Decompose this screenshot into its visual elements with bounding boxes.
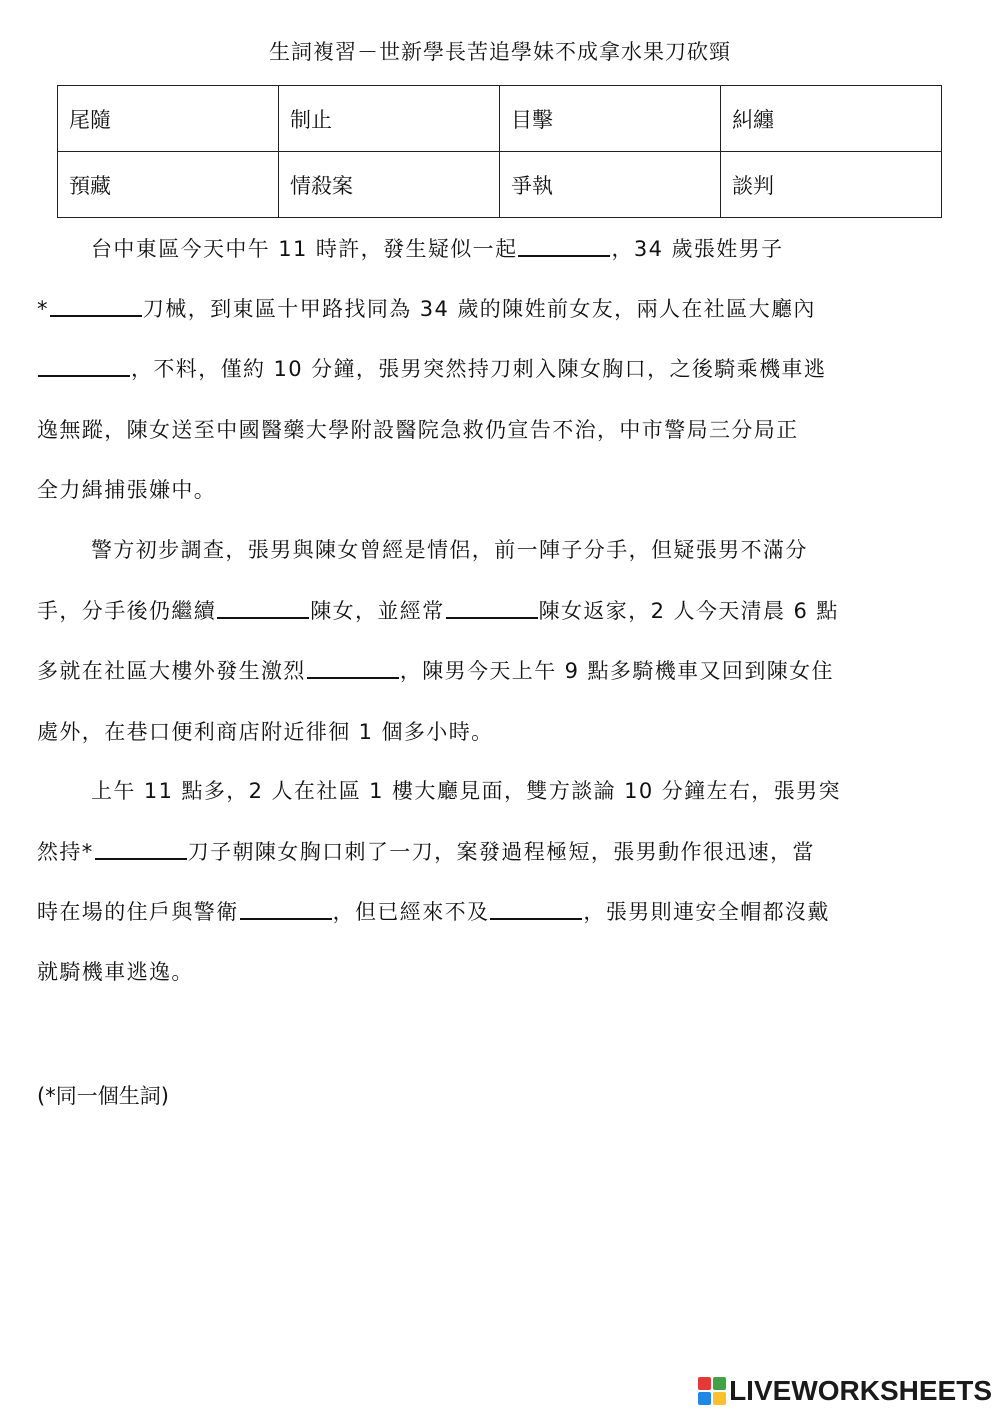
blank-input[interactable] bbox=[38, 355, 130, 377]
blank-input[interactable] bbox=[307, 657, 399, 679]
text: ，不料，僅約 10 分鐘，張男突然持刀刺入陳女胸口，之後騎乘機車逃 bbox=[131, 357, 827, 381]
text: 手，分手後仍繼續 bbox=[37, 599, 217, 623]
vocab-cell: 糾纏 bbox=[721, 86, 942, 152]
text: 時在場的住戶與警衛 bbox=[37, 900, 239, 924]
blank-input[interactable] bbox=[95, 838, 187, 860]
table-row bbox=[58, 152, 942, 218]
text-line bbox=[37, 294, 816, 324]
text-line bbox=[37, 596, 839, 626]
vocab-cell: 制止 bbox=[279, 86, 500, 152]
text: * bbox=[37, 297, 49, 321]
blank-input[interactable] bbox=[518, 235, 610, 257]
blank-input[interactable] bbox=[446, 597, 538, 619]
table-row bbox=[58, 86, 942, 152]
blank-input[interactable] bbox=[50, 295, 142, 317]
worksheet-title: 生詞複習－世新學長苦追學妹不成拿水果刀砍頸 bbox=[269, 40, 731, 64]
text: ，陳男今天上午 9 點多騎機車又回到陳女住 bbox=[399, 659, 834, 683]
text-line: 上午 11 點多，2 人在社區 1 樓大廳見面，雙方談論 10 分鐘左右，張男突 bbox=[91, 779, 841, 803]
text-line: 逸無蹤，陳女送至中國醫藥大學附設醫院急救仍宣告不治，中市警局三分局正 bbox=[37, 418, 799, 442]
vocab-cell: 情殺案 bbox=[279, 152, 500, 218]
text-line bbox=[91, 234, 783, 264]
footnote: (*同一個生詞) bbox=[37, 1084, 169, 1108]
text-line: 全力緝捕張嫌中。 bbox=[37, 478, 217, 502]
text: 台中東區今天中午 11 時許，發生疑似一起 bbox=[91, 237, 518, 261]
text: ，張男則連安全帽都沒戴 bbox=[583, 900, 830, 924]
vocab-cell: 預藏 bbox=[58, 152, 279, 218]
text: 陳女，並經常 bbox=[310, 599, 445, 623]
text: 陳女返家，2 人今天清晨 6 點 bbox=[538, 599, 839, 623]
vocab-table bbox=[57, 85, 942, 218]
liveworksheets-icon bbox=[698, 1377, 726, 1405]
text: ，但已經來不及 bbox=[332, 900, 490, 924]
vocab-cell: 談判 bbox=[721, 152, 942, 218]
vocab-cell: 目擊 bbox=[500, 86, 721, 152]
text: 然持* bbox=[37, 840, 94, 864]
text-line bbox=[37, 897, 830, 927]
text-line: 就騎機車逃逸。 bbox=[37, 960, 194, 984]
text: 刀械，到東區十甲路找同為 34 歲的陳姓前女友，兩人在社區大廳內 bbox=[142, 297, 816, 321]
text: 刀子朝陳女胸口刺了一刀，案發過程極短，張男動作很迅速，當 bbox=[187, 840, 815, 864]
text-line bbox=[37, 656, 834, 686]
blank-input[interactable] bbox=[490, 898, 582, 920]
text-line bbox=[37, 354, 826, 384]
text: 多就在社區大樓外發生激烈 bbox=[37, 659, 306, 683]
blank-input[interactable] bbox=[240, 898, 332, 920]
vocab-cell: 尾隨 bbox=[58, 86, 279, 152]
blank-input[interactable] bbox=[217, 597, 309, 619]
liveworksheets-logo[interactable] bbox=[698, 1375, 992, 1407]
text-line: 警方初步調查，張男與陳女曾經是情侶，前一陣子分手，但疑張男不滿分 bbox=[91, 538, 808, 562]
text-line: 處外，在巷口便利商店附近徘徊 1 個多小時。 bbox=[37, 720, 494, 744]
brand-name: LIVEWORKSHEETS bbox=[729, 1375, 992, 1406]
text-line bbox=[37, 837, 815, 867]
text: ，34 歲張姓男子 bbox=[611, 237, 784, 261]
vocab-cell: 爭執 bbox=[500, 152, 721, 218]
